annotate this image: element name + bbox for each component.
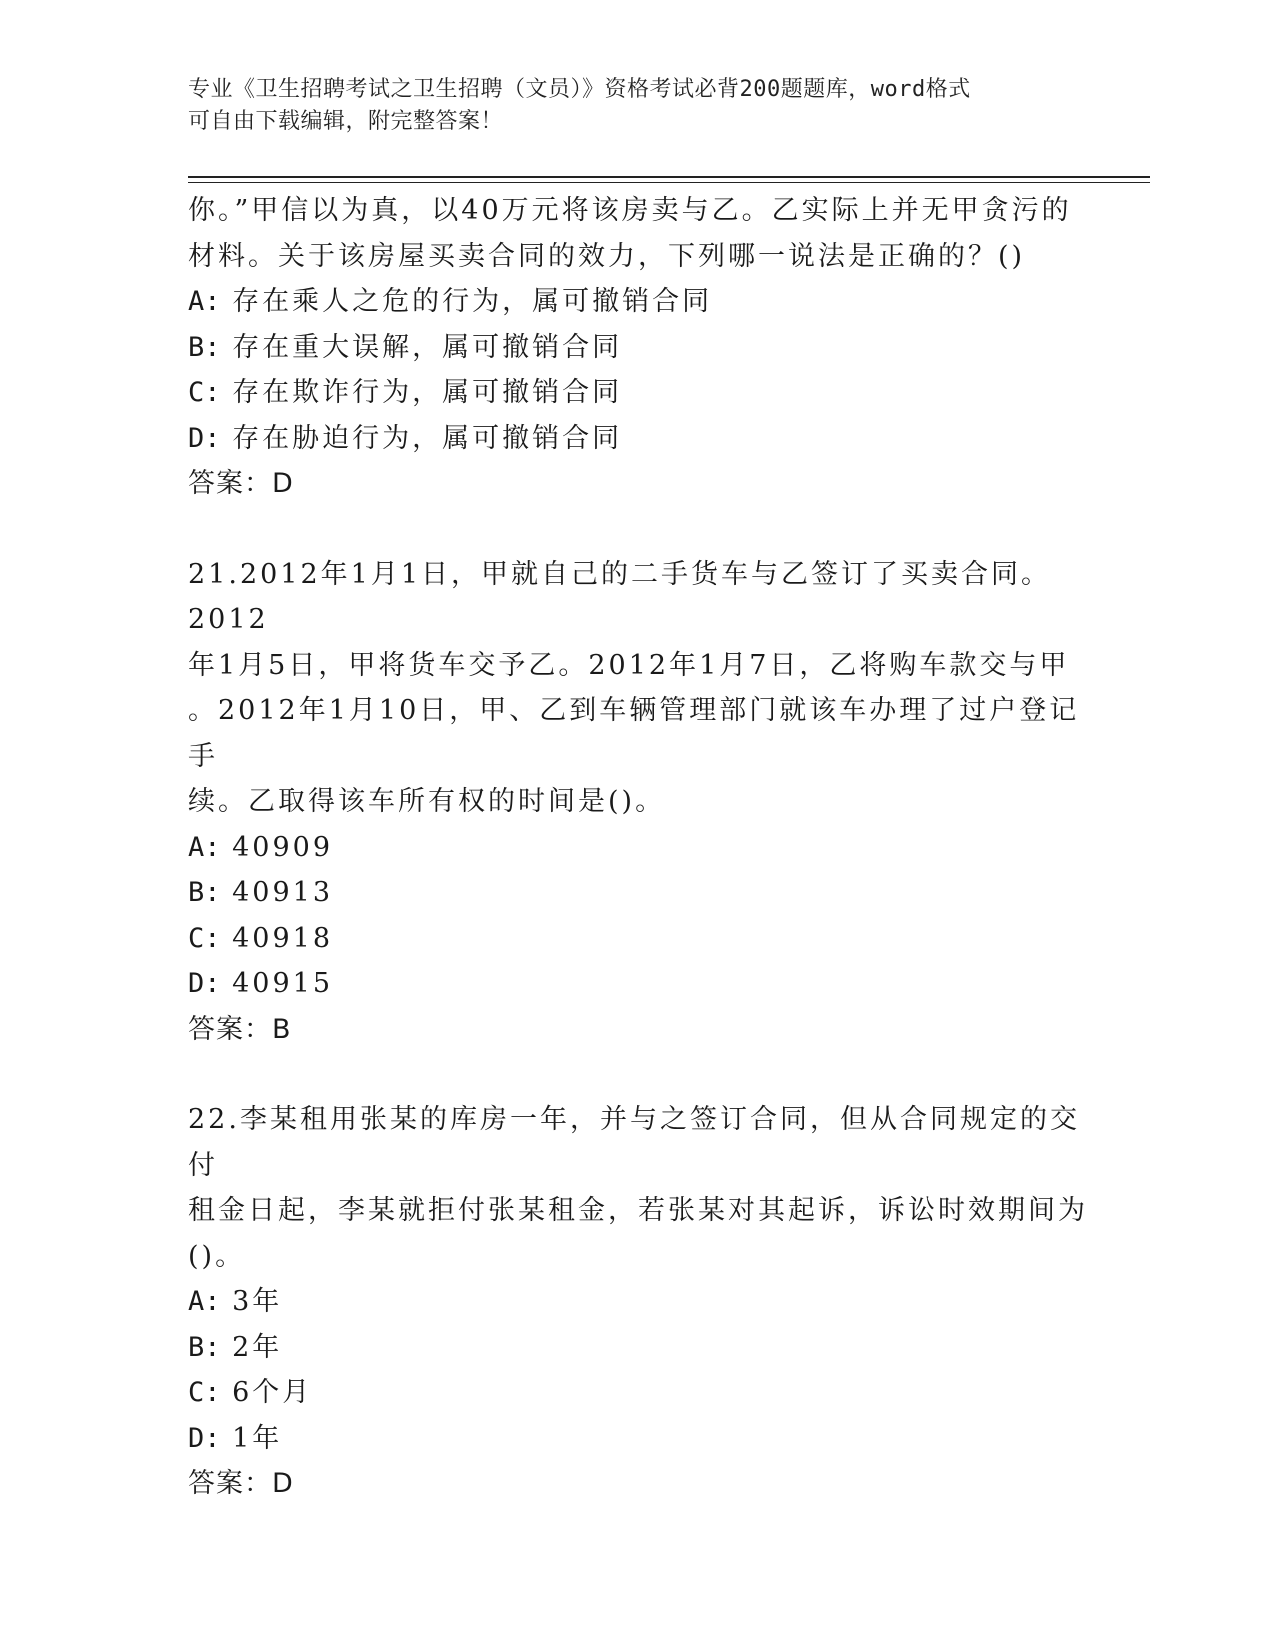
question-block-21 — [188, 552, 1088, 1053]
option-letter: A: — [188, 1286, 221, 1317]
option-text: 6个月 — [232, 1377, 313, 1408]
option-a — [188, 279, 1088, 325]
option-letter: D: — [188, 968, 221, 999]
document-body — [188, 188, 1088, 1507]
option-letter: C: — [188, 377, 221, 408]
option-text: 40913 — [232, 877, 334, 908]
option-b — [188, 1325, 1088, 1371]
header-line-1: 专业《卫生招聘考试之卫生招聘（文员）》资格考试必背200题题库，word格式 — [188, 77, 971, 102]
answer-line: 答案：D — [188, 1468, 294, 1499]
question-stem-line: 年1月5日，甲将货车交予乙。2012年1月7日，乙将购车款交与甲 — [188, 649, 1070, 681]
option-a — [188, 1279, 1088, 1325]
option-c — [188, 916, 1088, 962]
option-text: 40915 — [232, 968, 334, 999]
option-letter: A: — [188, 831, 221, 863]
option-text: 1年 — [232, 1422, 283, 1454]
answer-line: 答案：D — [188, 468, 294, 499]
option-text: 存在乘人之危的行为，属可撤销合同 — [232, 286, 713, 317]
option-letter: B: — [188, 877, 221, 908]
option-b — [188, 870, 1088, 916]
page-header — [188, 74, 1088, 138]
question-block-22 — [188, 1097, 1088, 1507]
header-divider-thick — [188, 176, 1150, 178]
option-d — [188, 416, 1088, 462]
option-d — [188, 1416, 1088, 1462]
option-text: 3年 — [232, 1286, 283, 1317]
option-c — [188, 370, 1088, 416]
option-letter: C: — [188, 1377, 221, 1408]
option-text: 存在胁迫行为，属可撤销合同 — [232, 422, 623, 454]
question-stem-line: 21.2012年1月1日，甲就自己的二手货车与乙签订了买卖合同。2012 — [188, 558, 1052, 635]
option-letter: D: — [188, 422, 221, 454]
question-stem-line: 22.李某租用张某的库房一年，并与之签订合同，但从合同规定的交付 — [188, 1104, 1080, 1181]
question-stem-line: 材料。关于该房屋买卖合同的效力，下列哪一说法是正确的？() — [188, 240, 1026, 272]
option-a — [188, 825, 1088, 871]
option-text: 40918 — [232, 922, 334, 954]
question-stem-line: ()。 — [188, 1240, 246, 1272]
option-letter: A: — [188, 286, 221, 317]
option-letter: B: — [188, 331, 221, 363]
option-text: 2年 — [232, 1331, 283, 1363]
option-letter: C: — [188, 922, 221, 954]
question-stem-line: 续。乙取得该车所有权的时间是()。 — [188, 786, 666, 817]
question-stem-line: 租金日起，李某就拒付张某租金，若张某对其起诉，诉讼时效期间为 — [188, 1195, 1088, 1226]
option-text: 存在欺诈行为，属可撤销合同 — [232, 377, 623, 408]
option-b — [188, 325, 1088, 371]
option-d — [188, 961, 1088, 1007]
option-letter: D: — [188, 1422, 221, 1454]
question-stem-line: 。2012年1月10日，甲、乙到车辆管理部门就该车办理了过户登记手 — [188, 695, 1080, 772]
header-line-2: 可自由下载编辑，附完整答案！ — [188, 109, 504, 134]
option-c — [188, 1370, 1088, 1416]
answer-line: 答案：B — [188, 1013, 292, 1045]
question-block-continued — [188, 188, 1088, 507]
option-text: 40909 — [232, 831, 334, 863]
question-stem-line: 你。”甲信以为真，以40万元将该房卖与乙。乙实际上并无甲贪污的 — [188, 195, 1072, 226]
header-divider-thin — [188, 182, 1150, 183]
option-letter: B: — [188, 1331, 221, 1363]
option-text: 存在重大误解，属可撤销合同 — [232, 331, 623, 363]
